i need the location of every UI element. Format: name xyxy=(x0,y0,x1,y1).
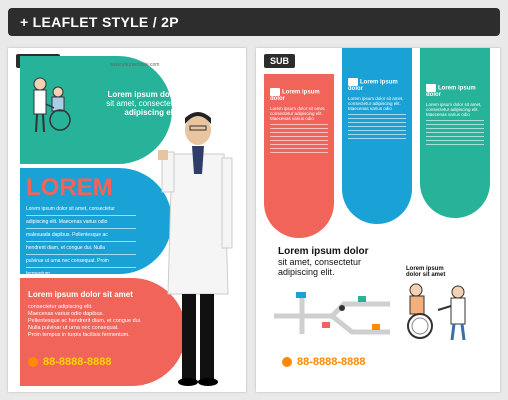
cover-bottom-line-0: consectetur adipiscing elit. xyxy=(28,304,93,310)
sub-column-coral xyxy=(264,74,334,238)
cover-blue-panel xyxy=(20,168,172,277)
sub-heading-1: Lorem ipsum dolor xyxy=(278,246,369,257)
cover-big-title: LOREM xyxy=(26,174,113,201)
sub-col3-title: Lorem ipsum dolor xyxy=(426,85,476,98)
headset-icon xyxy=(282,357,292,367)
cover-page xyxy=(8,48,246,392)
doctor-photo xyxy=(158,104,238,388)
sub-column-blue xyxy=(342,48,412,224)
sub-tag: SUB xyxy=(264,54,295,68)
sub-col2-title: Lorem ipsum dolor xyxy=(348,79,398,92)
cover-phone: 88-8888-8888 xyxy=(43,356,112,368)
sub-col2-text: Lorem ipsum dolor sit amet, consectetur adipiscing elit. Maecenas varius odio xyxy=(348,96,404,111)
sub-page xyxy=(256,48,500,392)
sub-column-teal xyxy=(420,48,490,218)
sub-heading-3: adipiscing elit. xyxy=(278,267,335,277)
cover-heading-2: sit amet, consectetur xyxy=(106,99,180,108)
cover-body-line-5: fermentum xyxy=(26,271,50,277)
cover-body-line-4: pulvinar ut urna nec consequat. Proin xyxy=(26,258,109,264)
cover-body-line-1: adipiscing elit. Maecenas varius odio xyxy=(26,219,108,225)
book-icon xyxy=(348,78,358,86)
sub-col1-text: Lorem ipsum dolor sit amet, consectetur adipiscing elit. Maecenas varius odio xyxy=(270,106,326,121)
doctor-wheelchair-illustration xyxy=(30,74,74,146)
sub-side-heading-1: Lorem ipsum xyxy=(406,266,444,272)
book-icon xyxy=(426,84,436,92)
wheelchair-doctor-illustration xyxy=(402,280,482,344)
cover-teal-panel xyxy=(20,56,180,164)
book-icon xyxy=(270,88,280,96)
banner-title: + LEAFLET STYLE / 2P xyxy=(20,14,179,30)
cover-body-line-3: hendrerit diam, et congue dui. Nulla xyxy=(26,245,105,251)
cover-bottom-heading: Lorem ipsum dolor sit amet xyxy=(28,290,133,299)
cover-bottom-line-2: Pellentesque ac hendrerit diam, et congue dui. xyxy=(28,318,142,324)
sub-heading-2: sit amet, consectetur xyxy=(278,257,362,267)
sub-side-heading-2: dolor sit amet xyxy=(406,272,446,278)
cover-bottom-line-1: Maecenas varius odio dapibus. xyxy=(28,311,104,317)
sub-col1-title: Lorem ipsum dolor xyxy=(270,89,320,102)
cover-body-line-2: malesuada dapibus. Pellentesque ac xyxy=(26,232,108,238)
cover-heading-3: adipiscing elit. xyxy=(124,108,180,117)
top-banner xyxy=(8,8,500,36)
sub-phone: 88-8888-8888 xyxy=(297,356,366,368)
cover-website: www.yourwebsite.com xyxy=(110,62,160,68)
headset-icon xyxy=(28,357,38,367)
cover-heading-1: Lorem ipsum dolor xyxy=(107,90,180,99)
cover-bottom-line-3: Nulla pulvinar ut urna nec consequat. xyxy=(28,325,119,331)
cover-bottom-line-4: Proin tempus in turpis facilisis fermentum. xyxy=(28,332,130,338)
map-diagram xyxy=(272,288,392,338)
sub-col3-text: Lorem ipsum dolor sit amet, consectetur adipiscing elit. Maecenas varius odio xyxy=(426,102,482,117)
cover-body-line-0: Lorem ipsum dolor sit amet, consectetur xyxy=(26,206,115,212)
